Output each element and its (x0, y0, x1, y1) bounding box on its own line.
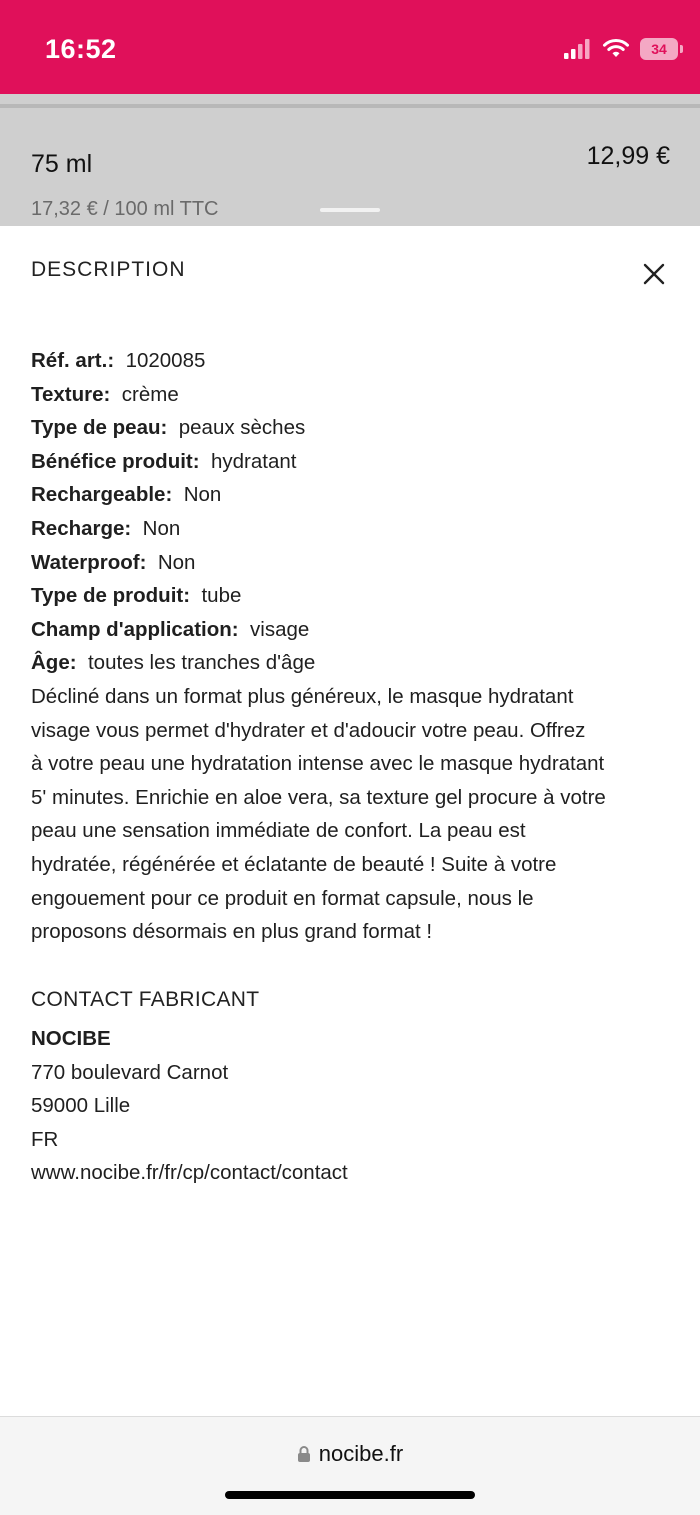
attribute-row: Waterproof: Non (31, 550, 196, 574)
product-details (31, 344, 676, 949)
status-icons (564, 38, 678, 60)
contact-country: FR (31, 1127, 59, 1151)
unit-price: 17,32 € / 100 ml TTC (31, 198, 219, 220)
divider (0, 104, 700, 108)
product-variant-panel (0, 94, 700, 226)
attribute-row: Réf. art.: 1020085 (31, 349, 206, 372)
status-time: 16:52 (45, 34, 117, 64)
contact-title: CONTACT FABRICANT (31, 988, 260, 1011)
close-icon (636, 256, 672, 292)
sheet-title: DESCRIPTION (31, 258, 186, 281)
description-sheet (0, 226, 700, 1416)
attribute-row: Rechargeable: Non (31, 483, 222, 507)
description-text: Décliné dans un format plus généreux, le masque hydratant visage vous permet d'hydrater et d'adoucir votre peau. Offrez à votre peau une hydratation intense avec le masque hydratant 5' minutes. Enrichie en aloe vera, sa texture gel procure à votre peau une sensation immédiate de confort. La peau est hydratée, régénérée et éclatante de beauté ! Suite à votre engouement pour ce produit en format capsule, nous le proposons désormais en plus grand format ! (31, 684, 606, 944)
contact-block (31, 1022, 348, 1190)
variant-price: 12,99 € (586, 142, 670, 170)
browser-bottom-bar (0, 1416, 700, 1515)
variant-size: 75 ml (31, 150, 93, 178)
attribute-row: Texture: crème (31, 382, 179, 406)
address-bar[interactable] (0, 1441, 700, 1467)
attribute-row: Type de peau: peaux sèches (31, 416, 306, 440)
attribute-row: Bénéfice produit: hydratant (31, 449, 297, 473)
wifi-icon (602, 39, 630, 59)
status-bar (0, 0, 700, 94)
address-domain: nocibe.fr (318, 1441, 404, 1466)
attribute-row: Recharge: Non (31, 516, 181, 540)
signal-icon (564, 39, 592, 59)
contact-url-link[interactable]: www.nocibe.fr/fr/cp/contact/contact (31, 1161, 348, 1185)
lock-icon (297, 1445, 311, 1463)
home-indicator (225, 1491, 475, 1499)
attribute-row: Âge: toutes les tranches d'âge (31, 651, 316, 675)
attribute-row: Champ d'application: visage (31, 617, 310, 641)
attribute-row: Type de produit: tube (31, 584, 242, 608)
contact-brand: NOCIBE (31, 1027, 111, 1050)
contact-address: 770 boulevard Carnot (31, 1060, 229, 1084)
battery-icon: 34 (640, 38, 678, 60)
close-button[interactable] (636, 256, 672, 292)
sheet-grabber[interactable] (320, 208, 380, 212)
contact-city: 59000 Lille (31, 1094, 131, 1118)
